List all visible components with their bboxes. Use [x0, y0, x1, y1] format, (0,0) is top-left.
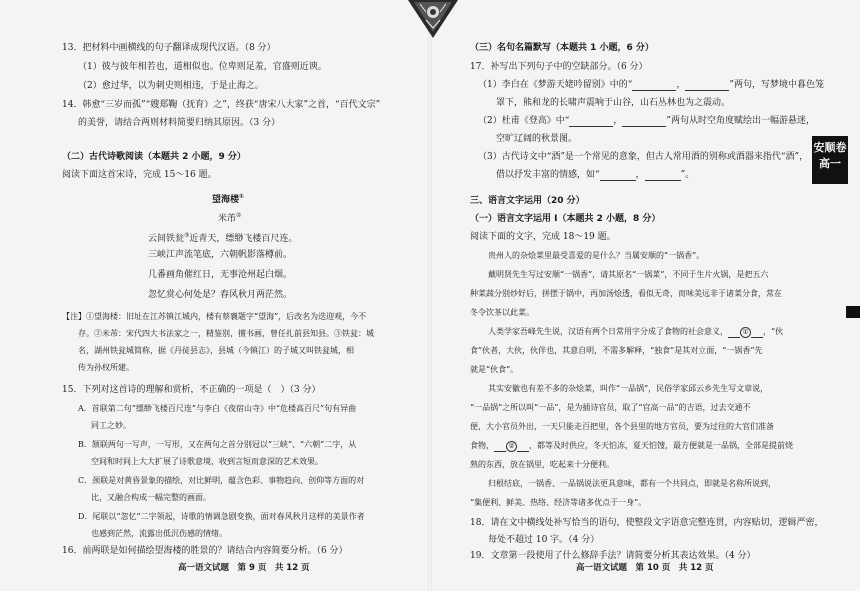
right-page: [430, 0, 860, 591]
passage-p4-b: “一品锅”之所以叫“一品”，是为插诗官员，取了“官高一品”的吉语，过去交通不: [470, 403, 751, 412]
q13-stem: 13．把材料中画横线的句子翻译成现代汉语。（8 分）: [62, 43, 276, 53]
q18-line-2: 每处不超过 10 字。（4 分）: [488, 535, 600, 545]
q17-blank-3[interactable]: [569, 117, 613, 127]
blank-marker-2: ②: [506, 441, 517, 452]
poetry-section-heading: （二）古代诗歌阅读（本题共 2 小题，9 分）: [62, 152, 246, 162]
q14-line-2: 的美誉，请结合两则材料简要归纳其原因。（3 分）: [78, 118, 281, 128]
part-3-heading: 三、语言文字运用（20 分）: [470, 196, 585, 206]
poem-note-3: 名，湖州铁瓮城简称，据《丹徒县志》，县城（今镇江）的子城又叫铁瓮城，相: [78, 346, 354, 355]
q18-line-1: 18．请在文中横线处补写恰当的语句，使整段文字语意完整连贯，内容贴切，逻辑严密，: [470, 518, 824, 528]
passage-blank-1[interactable]: [751, 328, 763, 338]
q17-blank-6[interactable]: [645, 171, 681, 181]
q15-option-a-2: 同工之妙。: [91, 421, 131, 430]
poem-author: 米芾②: [218, 212, 242, 224]
poem-note-2: 存。②米芾：宋代四大书法家之一，精鉴别，擅书画，曾任扎前县知县。③铁瓮：城: [78, 329, 374, 338]
q15-option-c-2: 比，又融合构成一幅完整的画面。: [91, 493, 211, 502]
blank-marker-1: ①: [740, 327, 751, 338]
passage-p3-a: 人类学家吾峰先生说，汉语有两个日常用字分成了食物的社会意义， ① ，“伙: [488, 327, 784, 336]
poem-line-3: 几番画角催红日，无事沧州起白烟。: [148, 270, 293, 280]
passage-p1: 贵州人的杂烩菜里最受喜爱的是什么？当属安顺的“一锅香”。: [488, 251, 705, 260]
poem-line-2: 三峡江声流笔底，六朝帆影落樽前。: [148, 250, 293, 260]
q17-blank-2[interactable]: [685, 81, 729, 91]
poem-line-1: 云间铁瓮③近青天，缥缈飞楼百尺连。: [148, 232, 298, 244]
q17-blank-1[interactable]: [632, 81, 676, 91]
q17-item-3: （3）古代诗文中“酒”是一个常见的意象，但古人常用酒的别称或酒器来指代“酒”，: [478, 152, 809, 162]
passage-p4-f: 熟的东西，放在锅里，吃起来十分便利。: [470, 460, 614, 469]
passage-p4-a: 其实安徽也有差不多的杂烩菜，叫作“一品锅”，民俗学家邱云乡先生写文章说，: [488, 384, 769, 393]
passage-p3-c: 食”伙者，大伙，伙伴也，其意自明，不需多解释，“独食”是其对立面，“一锅香”先: [470, 346, 763, 355]
passage-p2-a: 戴明贤先生写过安顺“一锅香”，请其原名“一锅菜”，不同于生片火锅，是把五六: [488, 270, 769, 279]
left-page-footer: 高一语文试题 第 9 页 共 12 页: [178, 563, 310, 573]
right-page-footer: 高一语文试题 第 10 页 共 12 页: [576, 563, 714, 573]
passage-p4-c: 便，大小官员外出，一天只能走百把里，各个县里的地方官员，要为过往的大官们准备: [470, 422, 774, 431]
passage-p3-d: 就是“伙食”。: [470, 365, 519, 374]
passage-intro: 阅读下面的文字，完成 18～19 题。: [470, 232, 616, 242]
passage-p5-a: 归根结底，一锅香、一品锅说法更具意味，都有一个共同点，即就是名称所说到，: [488, 479, 776, 488]
edition-side-tag-line-1: 安顺卷: [813, 141, 847, 154]
q15-option-a-1: A．首联第二句“缥缈飞楼百尺连”与李白《夜宿山寺》中“危楼高百尺”句有异曲: [78, 404, 357, 413]
passage-blank-2[interactable]: [517, 442, 529, 452]
q19-stem: 19．文章第一段使用了什么修辞手法？请简要分析其表达效果。（4 分）: [470, 551, 756, 561]
q14-line-1: 14．韩愈“三岁而孤”“嫂郑鞠（抚育）之”，终获“唐宋八大家”之首，“百代文宗”: [62, 100, 381, 110]
q16-stem: 16．前两联是如何描绘望海楼的胜景的？请结合内容简要分析。（6 分）: [62, 546, 348, 556]
q17-stem: 17．补写出下列句子中的空缺部分。（6 分）: [470, 62, 648, 72]
q15-option-c-1: C．颈联是对黄昏景象的描绘，对比鲜明，蕴含色彩、事物趋向、创仰等方面的对: [78, 476, 365, 485]
subsection-1-heading: （一）语言文字运用 Ⅰ（本题共 2 小题，8 分）: [470, 214, 661, 224]
q17-item-1-cont: 罩下，熊和龙的长啸声震响于山谷，山石丛林也为之震动。: [496, 98, 731, 108]
q15-option-d-2: 也感到茫然，流露出低沉伤感的情绪。: [91, 529, 227, 538]
q17-item-2: （2）杜甫《登高》中“ ， ”两句从时空角度赋绘出一幅游悬迷，: [478, 116, 815, 126]
passage-p5-b: “集便利、鲜美、热络、经济等诸多优点于一身”。: [470, 498, 647, 507]
q17-item-2-cont: 空旷辽阔的秋景图。: [496, 134, 578, 144]
poem-title: 望海楼①: [212, 193, 245, 205]
poem-note-4: 传为孙权所建。: [78, 363, 134, 372]
binding-mark: [846, 306, 860, 318]
passage-p2-c: 冬令饮茶以此菜。: [470, 308, 534, 317]
q15-option-d-1: D．尾联以“忽忆”二字领起，诗歌的情调急剧变换，面对春风秋月这样的美景作者: [78, 512, 365, 521]
passage-p2-b: 种菜蔬分别炒好后，拼摆于锅中，再加汤烩透，看似无奇，而味美远非于诸菜分食，常在: [470, 289, 782, 298]
edition-side-tag-line-2: 高一: [819, 157, 841, 170]
edition-side-tag: [812, 136, 848, 184]
q17-blank-5[interactable]: [600, 171, 636, 181]
q17-blank-4[interactable]: [622, 117, 666, 127]
q15-stem: 15．下列对这首诗的理解和赏析，不正确的一项是（ ）（3 分）: [62, 385, 321, 395]
q13-sentence-2: （2）愈过华，以为刺史则相违，于是止海之。: [78, 81, 264, 91]
q17-item-3-cont: 借以抒发丰富的情感，如“ ， ”。: [496, 170, 695, 180]
q17-item-1: （1）李白在《梦游天姥吟留别》中的“ ， ”两句，写梦境中暮色笼: [478, 80, 824, 90]
poetry-intro: 阅读下面这首宋诗，完成 15～16 题。: [62, 170, 217, 180]
q15-option-b-2: 空间和时间上大大扩展了诗歌意境，收到言短而意深的艺术效果。: [91, 457, 323, 466]
poem-note-1: 【注】①望海楼：旧址在江苏镇江城内，楼有蔡襄题字“望海”，后改名为迭迎观，今不: [62, 312, 367, 321]
section-3-heading: （三）名句名篇默写（本题共 1 小题，6 分）: [470, 43, 654, 53]
q15-option-b-1: B．颔联两句一写声，一写形，又在两句之首分别冠以“三峡”、“六朝”二字，从: [78, 440, 357, 449]
passage-p4-d: 食物， ② ，都等及时供应，冬天怕冻，夏天怕馊，最方便就是一品锅，全部是提前烧: [470, 441, 793, 450]
q13-sentence-1: （1）彼与彼年相若也，道相似也。位卑则足羞，官盛则近谀。: [78, 62, 327, 72]
poem-line-4: 忽忆赏心何处是？春风秋月两茫然。: [148, 290, 293, 300]
